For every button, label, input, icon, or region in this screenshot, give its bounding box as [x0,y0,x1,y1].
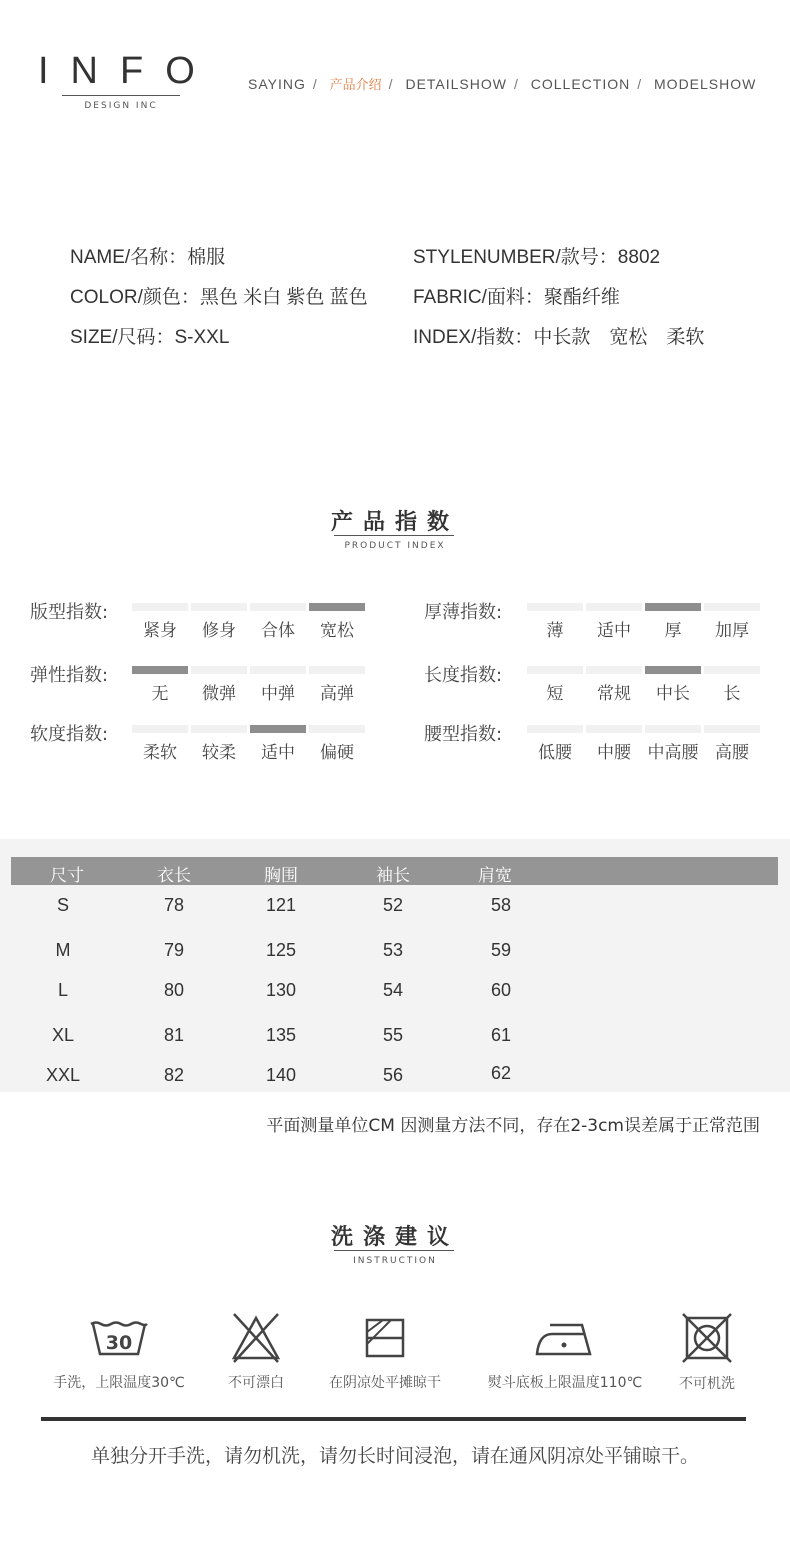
index-option-label: 偏硬 [320,743,354,763]
index-option-label: 较柔 [202,743,236,763]
index-segment [191,603,247,611]
index-option-label: 宽松 [320,621,354,641]
index-option-label: 中弹 [261,684,295,704]
index-segment [586,725,642,733]
index-option-label: 厚 [664,621,682,641]
logo-divider [62,95,180,96]
index-label: 弹性指数: [30,665,109,686]
size-table-cell: 59 [490,940,512,960]
size-table-header-chest: 胸围 [264,866,298,886]
index-segment [250,603,306,611]
logo-text: INFO [38,50,217,92]
index-option-label: 适中 [261,743,295,763]
size-table-cell: 135 [265,1025,297,1045]
index-segment [586,666,642,674]
index-option-label: 中长 [656,684,690,704]
index-segment [132,725,188,733]
size-table-cell: 53 [382,940,404,960]
index-segment-selected [250,725,306,733]
size-table-header-sleeve: 袖长 [376,866,410,886]
product-index-divider [334,535,454,536]
index-option-label: 高弹 [320,684,354,704]
care-label-no-bleach: 不可漂白 [228,1375,284,1391]
care-subtitle: INSTRUCTION [353,1256,437,1266]
logo-subtitle: DESIGN INC [84,101,158,111]
size-table-cell: 78 [163,895,185,915]
index-option-label: 适中 [597,621,631,641]
index-option-label: 中腰 [597,743,631,763]
iron-110-icon [534,1320,594,1358]
index-segment [704,603,760,611]
care-label-no-machine-wash: 不可机洗 [679,1376,735,1392]
size-table-cell: 79 [163,940,185,960]
size-table-cell: L [57,980,68,1000]
index-option-label: 合体 [261,621,295,641]
index-option-label: 长 [723,684,741,704]
index-option-label: 修身 [202,621,236,641]
care-title: 洗涤建议 [330,1225,459,1250]
index-option-label: 中高腰 [647,743,699,763]
size-table-cell: XXL [45,1065,81,1085]
index-option-label: 紧身 [143,621,177,641]
size-table-cell: 62 [490,1063,512,1083]
index-segment [527,666,583,674]
size-table-cell: 55 [382,1025,404,1045]
size-table-cell: S [56,895,69,915]
size-table-cell: 58 [490,895,512,915]
index-segment [191,666,247,674]
index-segment-selected [309,603,365,611]
size-table-note: 平面测量单位CM 因测量方法不同，存在2-3cm误差属于正常范围 [266,1116,760,1136]
top-nav: SAYING / 产品介绍 / DETAILSHOW / COLLECTION / MODELSHOW [248,76,757,92]
nav-item-collection[interactable]: COLLECTION [530,76,631,92]
size-table-cell: 54 [382,980,404,1000]
info-color: COLOR/颜色：黑色 米白 紫色 蓝色 [70,287,368,308]
index-option-label: 高腰 [715,743,749,763]
care-divider [334,1250,454,1251]
size-table-cell: 125 [265,940,297,960]
index-segment [527,725,583,733]
dry-flat-in-shade-icon [365,1318,405,1358]
care-divider-bar [41,1417,746,1421]
size-table-header-size: 尺寸 [50,866,84,886]
info-style-number: STYLENUMBER/款号：8802 [413,247,661,268]
index-segment [586,603,642,611]
index-segment-selected [645,603,701,611]
index-option-label: 低腰 [538,743,572,763]
size-table-cell: 81 [163,1025,185,1045]
size-table-cell: 56 [382,1065,404,1085]
size-table-cell: 121 [265,895,297,915]
index-segment [309,725,365,733]
size-table-cell: 80 [163,980,185,1000]
size-table-cell: M [55,940,71,960]
index-segment [704,725,760,733]
size-table-header-shoulder: 肩宽 [478,866,512,886]
size-table-header-length: 衣长 [157,866,191,886]
size-table-cell: 140 [265,1065,297,1085]
hand-wash-30-icon [88,1318,150,1362]
index-option-label: 短 [546,684,564,704]
index-label: 软度指数: [30,724,109,745]
size-table-cell: 61 [490,1025,512,1045]
index-segment [704,666,760,674]
product-index-title: 产品指数 [330,510,459,535]
index-segment [191,725,247,733]
index-segment-selected [132,666,188,674]
wash-temp-number: 30 [105,1332,133,1354]
no-machine-wash-icon [681,1312,733,1364]
size-table-cell: 60 [490,980,512,1000]
nav-item-saying[interactable]: SAYING [248,76,306,92]
info-fabric: FABRIC/面料：聚酯纤维 [413,287,620,308]
index-segment-selected [645,666,701,674]
index-option-label: 无 [151,684,169,704]
care-label-iron: 熨斗底板上限温度110℃ [487,1375,643,1391]
care-label-dry-flat: 在阴凉处平摊晾干 [329,1375,441,1391]
info-name: NAME/名称：棉服 [70,247,226,268]
index-segment [645,725,701,733]
info-index: INDEX/指数：中长款 宽松 柔软 [413,327,705,348]
size-table-cell: 82 [163,1065,185,1085]
index-label: 长度指数: [424,665,503,686]
care-label-hand-wash: 手洗，上限温度30℃ [53,1375,185,1391]
index-segment [250,666,306,674]
index-option-label: 柔软 [143,743,177,763]
index-segment [527,603,583,611]
index-segment [132,603,188,611]
product-index-subtitle: PRODUCT INDEX [344,541,446,551]
index-label: 厚薄指数: [424,602,503,623]
index-option-label: 常规 [597,684,631,704]
index-label: 腰型指数: [424,724,503,745]
nav-item-detailshow[interactable]: DETAILSHOW [405,76,507,92]
index-label: 版型指数: [30,602,109,623]
index-option-label: 微弹 [202,684,236,704]
index-segment [309,666,365,674]
nav-item-product-intro[interactable]: 产品介绍 [329,77,382,92]
index-option-label: 薄 [546,621,564,641]
size-table-cell: 52 [382,895,404,915]
info-size: SIZE/尺码：S-XXL [70,327,230,348]
care-note: 单独分开手洗，请勿机洗，请勿长时间浸泡，请在通风阴凉处平铺晾干。 [90,1445,699,1467]
nav-item-modelshow[interactable]: MODELSHOW [654,76,757,92]
size-table-cell: XL [51,1025,75,1045]
size-table-cell: 130 [265,980,297,1000]
no-bleach-icon [230,1312,282,1364]
index-option-label: 加厚 [715,621,749,641]
